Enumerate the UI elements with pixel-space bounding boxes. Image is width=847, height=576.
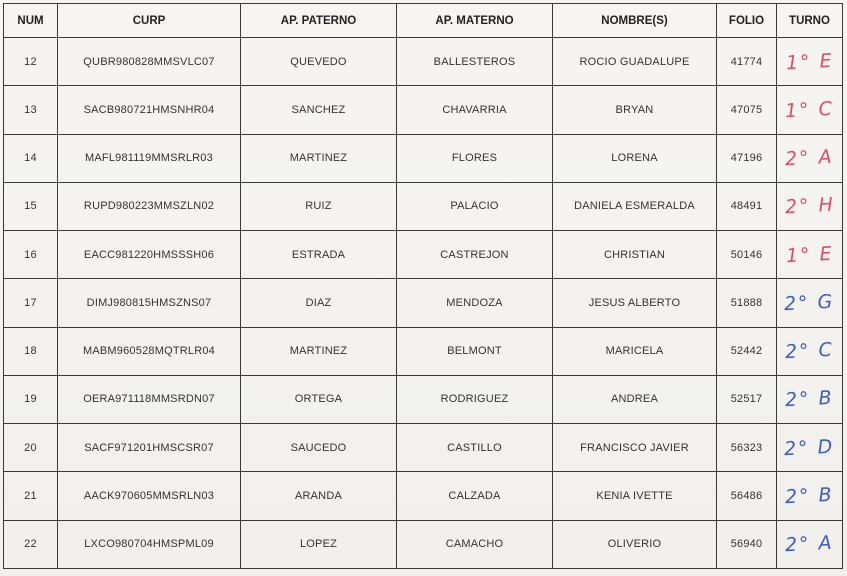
cell-curp: MABM960528MQTRLR04 <box>58 327 241 375</box>
table-row <box>4 375 843 423</box>
handwritten-turno: 1° E <box>785 49 834 74</box>
cell-curp: EACC981220HMSSSH06 <box>58 231 241 279</box>
table-row <box>4 327 843 375</box>
cell-turno <box>777 327 843 375</box>
table-row <box>4 520 843 568</box>
cell-num: 14 <box>4 134 58 182</box>
table-row <box>4 472 843 520</box>
cell-folio: 48491 <box>717 182 777 230</box>
handwritten-turno: 2° A <box>784 532 835 557</box>
cell-ap-materno: MENDOZA <box>397 279 553 327</box>
cell-turno <box>777 472 843 520</box>
cell-ap-materno: CASTILLO <box>397 424 553 472</box>
student-table <box>3 3 843 569</box>
cell-nombres: OLIVERIO <box>553 520 717 568</box>
cell-ap-materno: BALLESTEROS <box>397 38 553 86</box>
cell-num: 16 <box>4 231 58 279</box>
cell-ap-materno: CHAVARRIA <box>397 86 553 134</box>
cell-curp: LXCO980704HMSPML09 <box>58 520 241 568</box>
cell-ap-materno: CASTREJON <box>397 231 553 279</box>
cell-ap-paterno: MARTINEZ <box>241 327 397 375</box>
cell-ap-paterno: RUIZ <box>241 182 397 230</box>
cell-ap-paterno: MARTINEZ <box>241 134 397 182</box>
cell-curp: AACK970605MMSRLN03 <box>58 472 241 520</box>
header-folio: FOLIO <box>717 4 777 38</box>
cell-turno <box>777 279 843 327</box>
cell-turno <box>777 375 843 423</box>
cell-num: 21 <box>4 472 58 520</box>
header-nombres: NOMBRE(S) <box>553 4 717 38</box>
handwritten-turno: 1° C <box>784 97 835 123</box>
cell-nombres: ANDREA <box>553 375 717 423</box>
cell-ap-materno: RODRIGUEZ <box>397 375 553 423</box>
header-num: NUM <box>4 4 58 38</box>
cell-ap-paterno: ORTEGA <box>241 375 397 423</box>
cell-ap-paterno: QUEVEDO <box>241 38 397 86</box>
cell-folio: 47196 <box>717 134 777 182</box>
cell-nombres: FRANCISCO JAVIER <box>553 424 717 472</box>
cell-num: 13 <box>4 86 58 134</box>
cell-curp: DIMJ980815HMSZNS07 <box>58 279 241 327</box>
header-ap-materno: AP. MATERNO <box>397 4 553 38</box>
cell-curp: SACB980721HMSNHR04 <box>58 86 241 134</box>
cell-folio: 47075 <box>717 86 777 134</box>
table-row <box>4 86 843 134</box>
header-curp: CURP <box>58 4 241 38</box>
cell-ap-materno: CAMACHO <box>397 520 553 568</box>
cell-turno <box>777 424 843 472</box>
cell-folio: 56323 <box>717 424 777 472</box>
handwritten-turno: 2° B <box>784 483 835 509</box>
cell-num: 19 <box>4 375 58 423</box>
handwritten-turno: 1° E <box>785 242 834 267</box>
table-row <box>4 134 843 182</box>
handwritten-turno: 2° H <box>783 194 835 219</box>
cell-num: 20 <box>4 424 58 472</box>
header-turno: TURNO <box>777 4 843 38</box>
cell-num: 15 <box>4 182 58 230</box>
cell-num: 22 <box>4 520 58 568</box>
cell-turno <box>777 182 843 230</box>
cell-ap-materno: BELMONT <box>397 327 553 375</box>
cell-nombres: MARICELA <box>553 327 717 375</box>
cell-ap-materno: CALZADA <box>397 472 553 520</box>
cell-turno <box>777 134 843 182</box>
cell-turno <box>777 231 843 279</box>
cell-curp: MAFL981119MMSRLR03 <box>58 134 241 182</box>
cell-folio: 41774 <box>717 38 777 86</box>
cell-ap-materno: PALACIO <box>397 182 553 230</box>
header-ap-paterno: AP. PATERNO <box>241 4 397 38</box>
table-row <box>4 38 843 86</box>
handwritten-turno: 2° A <box>784 145 835 171</box>
table-row <box>4 182 843 230</box>
cell-ap-paterno: DIAZ <box>241 279 397 327</box>
cell-nombres: DANIELA ESMERALDA <box>553 182 717 230</box>
cell-turno <box>777 520 843 568</box>
cell-curp: QUBR980828MMSVLC07 <box>58 38 241 86</box>
cell-curp: SACF971201HMSCSR07 <box>58 424 241 472</box>
cell-ap-paterno: SANCHEZ <box>241 86 397 134</box>
cell-nombres: JESUS ALBERTO <box>553 279 717 327</box>
table-row <box>4 424 843 472</box>
cell-curp: RUPD980223MMSZLN02 <box>58 182 241 230</box>
handwritten-turno: 2° D <box>783 435 836 461</box>
cell-ap-materno: FLORES <box>397 134 553 182</box>
cell-folio: 50146 <box>717 231 777 279</box>
table-row <box>4 231 843 279</box>
cell-nombres: LORENA <box>553 134 717 182</box>
handwritten-turno: 2° G <box>783 290 836 316</box>
handwritten-turno: 2° C <box>784 338 835 364</box>
cell-nombres: ROCIO GUADALUPE <box>553 38 717 86</box>
cell-ap-paterno: SAUCEDO <box>241 424 397 472</box>
cell-folio: 56940 <box>717 520 777 568</box>
cell-ap-paterno: ESTRADA <box>241 231 397 279</box>
cell-turno <box>777 86 843 134</box>
cell-folio: 52442 <box>717 327 777 375</box>
handwritten-turno: 2° B <box>784 387 835 412</box>
cell-num: 12 <box>4 38 58 86</box>
cell-nombres: CHRISTIAN <box>553 231 717 279</box>
header-row <box>4 4 843 38</box>
cell-nombres: KENIA IVETTE <box>553 472 717 520</box>
cell-folio: 52517 <box>717 375 777 423</box>
cell-folio: 51888 <box>717 279 777 327</box>
cell-num: 18 <box>4 327 58 375</box>
table-row <box>4 279 843 327</box>
cell-turno <box>777 38 843 86</box>
cell-ap-paterno: LOPEZ <box>241 520 397 568</box>
cell-num: 17 <box>4 279 58 327</box>
cell-curp: OERA971118MMSRDN07 <box>58 375 241 423</box>
cell-nombres: BRYAN <box>553 86 717 134</box>
cell-folio: 56486 <box>717 472 777 520</box>
cell-ap-paterno: ARANDA <box>241 472 397 520</box>
